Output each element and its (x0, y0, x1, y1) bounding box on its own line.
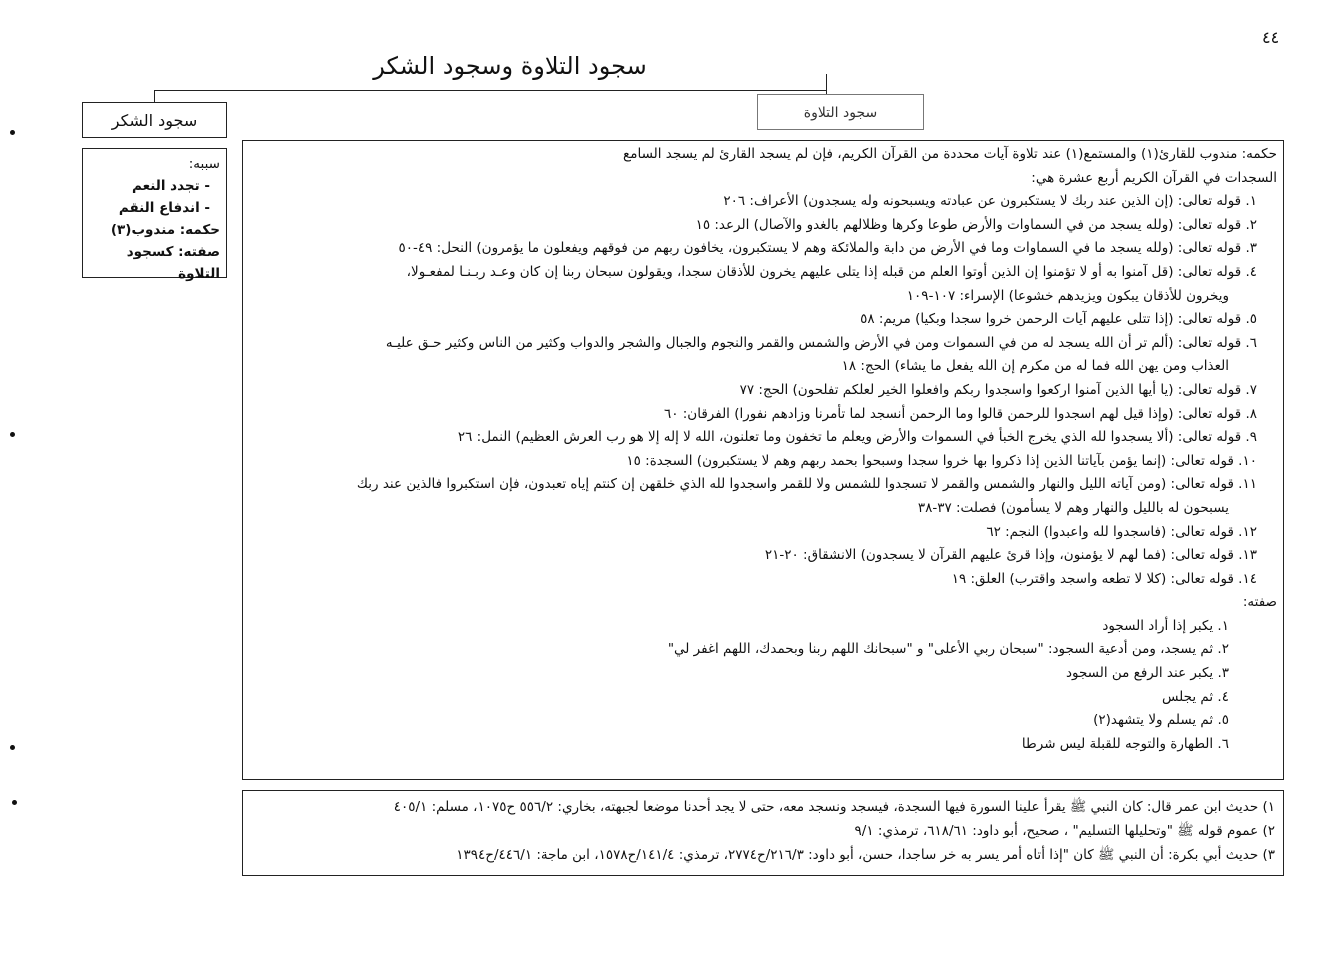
scan-speck (10, 745, 15, 750)
footnotes-box (242, 790, 1284, 876)
verse-item: ٦. قوله تعالى: (ألم تر أن الله يسجد له من في السموات ومن في الأرض والشمس والقمر والنجوم والجبال والشجر والدواب وكثير من الناس وكثير حـق عليـه (385, 334, 1257, 351)
verse-item: ١٣. قوله تعالى: (فما لهم لا يؤمنون، وإذا قرئ عليهم القرآن لا يسجدون) الانشقاق: ٢٠-٢١ (764, 547, 1257, 564)
footnote: ٢) عموم قوله ﷺ "وتحليلها التسليم" ، صحيح، أبو داود: ٦١٨/٦١، ترمذي: ٩/١ (854, 823, 1275, 839)
verse-item: ٢. قوله تعالى: (ولله يسجد من في السماوات والأرض طوعا وكرها وظلالهم بالغدو والآصال) الرعد: ١٥ (695, 216, 1257, 233)
verse-item: ٥. قوله تعالى: (إذا تتلى عليهم آيات الرحمن خروا سجدا وبكيا) مريم: ٥٨ (860, 311, 1257, 328)
shukr-sifa: صفته: كسجود التلاوة (126, 244, 220, 282)
scan-speck (10, 432, 15, 437)
verse-item: ٣. قوله تعالى: (ولله يسجد ما في السماوات وما في الأرض من دابة والملائكة وهم لا يستكبرون، يخافون ربهم من فوقهم ويفعلون ما يؤمرون) النحل: ٤٩-٥٠ (398, 240, 1257, 257)
tree-connector-horizontal (154, 90, 826, 91)
verse-item-continued: يسبحون له بالليل والنهار وهم لا يسأمون) فصلت: ٣٧-٣٨ (917, 499, 1229, 516)
sifa-label: صفته: (1242, 594, 1277, 611)
tilawa-details-box (242, 140, 1284, 780)
page-title: سجود التلاوة وسجود الشكر (373, 52, 647, 80)
tree-connector-left (154, 90, 155, 102)
footnote: ١) حديث ابن عمر قال: كان النبي ﷺ يقرأ علينا السورة فيها السجدة، فيسجد ونسجد معه، حتى لا يجد أحدنا موضعا لجبهته، بخاري: ٥٥٦/٢ ح١٠٧٥، مسلم: ٤٠٥/١ (393, 799, 1275, 815)
shukr-hukm: حكمه: مندوب(٣) (110, 222, 220, 238)
sifa-item: ٥. ثم يسلم ولا يتشهد(٢) (1093, 712, 1229, 729)
shukr-sabab-label: سببه: (188, 156, 220, 172)
verse-item: ٧. قوله تعالى: (يا أيها الذين آمنوا اركعوا واسجدوا ربكم وافعلوا الخير لعلكم تفلحون) الحج: ٧٧ (739, 381, 1257, 398)
shukr-sabab-item: - اندفاع النقم (118, 200, 210, 216)
shukr-heading: سجود الشكر (82, 102, 227, 138)
shukr-details-box (82, 148, 227, 282)
tilawa-heading: سجود التلاوة (757, 94, 924, 130)
verse-item: ٤. قوله تعالى: (قل آمنوا به أو لا تؤمنوا إن الذين أوتوا العلم من قبله إذا يتلى عليهم يخرون للأذقان سجدا، ويقولون سبحان ربنا إن كان وعـد ربـنـا لمفعـولا، (406, 263, 1257, 280)
verse-item: ٨. قوله تعالى: (وإذا قيل لهم اسجدوا للرحمن قالوا وما الرحمن أنسجد لما تأمرنا وزادهم نفورا) الفرقان: ٦٠ (663, 405, 1257, 422)
footnote: ٣) حديث أبي بكرة: أن النبي ﷺ كان "إذا أتاه أمر يسر به خر ساجدا، حسن، أبو داود: ٢١٦/٣/ح٢٧٧٤، ترمذي: ١٤١/٤/ح١٥٧٨، ابن ماجة: ٤٤٦/١/ح١٣٩٤ (456, 847, 1275, 863)
scan-speck (10, 130, 15, 135)
sajadat-intro: السجدات في القرآن الكريم أربع عشرة هي: (1031, 169, 1277, 186)
tree-connector-right (826, 74, 827, 94)
verse-item: ١٢. قوله تعالى: (فاسجدوا لله واعبدوا) النجم: ٦٢ (986, 523, 1257, 540)
page-number: ٤٤ (1262, 28, 1280, 47)
shukr-sabab-item: - تجدد النعم (132, 178, 210, 194)
sifa-item: ٦. الطهارة والتوجه للقبلة ليس شرطا (1021, 735, 1229, 752)
sifa-item: ١. يكبر إذا أراد السجود (1102, 617, 1229, 634)
verse-item: ١٠. قوله تعالى: (إنما يؤمن بآياتنا الذين إذا ذكروا بها خروا سجدا وسبحوا بحمد ربهم وهم لا يستكبرون) السجدة: ١٥ (626, 452, 1257, 469)
verse-item: ١. قوله تعالى: (إن الذين عند ربك لا يستكبرون عن عبادته ويسبحونه وله يسجدون) الأعراف: ٢٠٦ (723, 193, 1257, 210)
tilawa-hukm: حكمه: مندوب للقارئ(١) والمستمع(١) عند تلاوة آيات محددة من القرآن الكريم، فإن لم يسجد القارئ لم يسجد السامع (623, 146, 1277, 162)
verse-item-continued: العذاب ومن يهن الله فما له من مكرم إن الله يفعل ما يشاء) الحج: ١٨ (841, 358, 1229, 375)
verse-item-continued: ويخرون للأذقان يبكون ويزيدهم خشوعا) الإسراء: ١٠٧-١٠٩ (906, 287, 1229, 304)
verse-item: ٩. قوله تعالى: (ألا يسجدوا لله الذي يخرج الخبأ في السموات والأرض ويعلم ما تخفون وما تعلنون، الله لا إله إلا هو رب العرش العظيم) النمل: ٢٦ (457, 429, 1257, 446)
scan-speck (12, 800, 17, 805)
sifa-item: ٤. ثم يجلس (1161, 688, 1229, 705)
verse-item: ١٤. قوله تعالى: (كلا لا تطعه واسجد واقترب) العلق: ١٩ (951, 570, 1257, 587)
verse-item: ١١. قوله تعالى: (ومن آياته الليل والنهار والشمس والقمر لا تسجدوا للشمس ولا للقمر واسجدوا لله الذي خلقهن إن كنتم إياه تعبدون، فإن استكبروا فالذين عند ربك (356, 476, 1257, 493)
sifa-item: ٢. ثم يسجد، ومن أدعية السجود: "سبحان ربي الأعلى" و "سبحانك اللهم ربنا وبحمدك، اللهم اغفر لي" (667, 641, 1229, 658)
sifa-item: ٣. يكبر عند الرفع من السجود (1065, 665, 1229, 682)
